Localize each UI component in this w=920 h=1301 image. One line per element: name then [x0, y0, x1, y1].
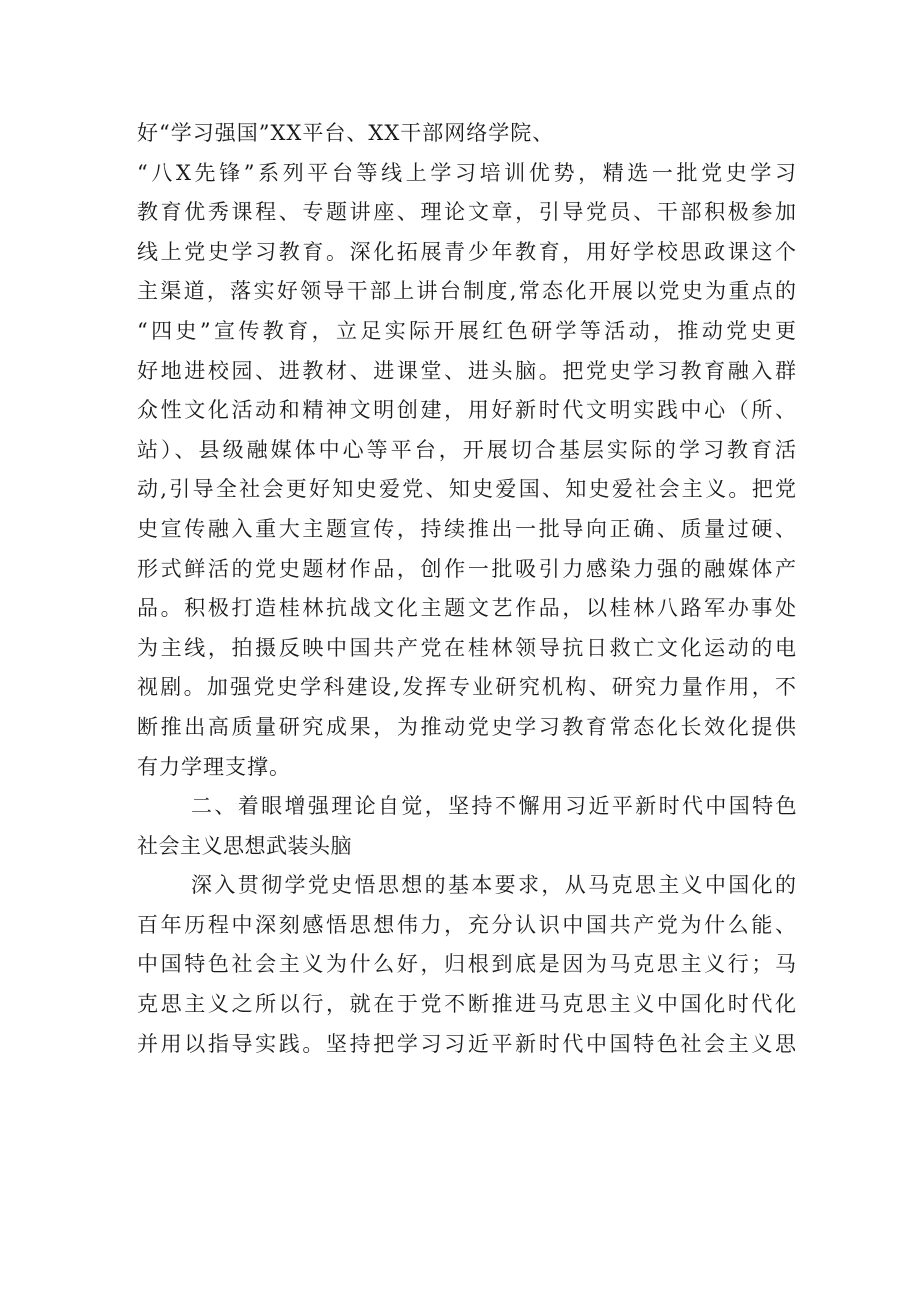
- text-line: 有力学理支撑。: [137, 754, 291, 779]
- text-line: 品。积极打造桂林抗战文化主题文艺作品，以桂林八路军办事处: [137, 596, 797, 621]
- text-line: 好“学习强国”XX平台、XX干部网络学院、: [137, 121, 555, 145]
- document-body: [137, 114, 797, 1064]
- text-line: 站）、县级融媒体中心等平台，开展切合基层实际的学习教育活: [137, 437, 797, 462]
- text-line: 好地进校园、进教材、进课堂、进头脑。把党史学习教育融入群: [137, 358, 797, 383]
- paragraph-1: [137, 114, 797, 787]
- paragraph-2: [137, 866, 797, 1064]
- text-line: 百年历程中深刻感悟思想伟力，充分认识中国共产党为什么能、: [137, 912, 797, 937]
- text-line: 史宣传融入重大主题宣传，持续推出一批导向正确、质量过硬、: [137, 516, 797, 541]
- text-line: “四史”宣传教育，立足实际开展红色研学等活动，推动党史更: [137, 318, 797, 343]
- text-line: 主渠道，落实好领导干部上讲台制度,常态化开展以党史为重点的: [137, 279, 797, 304]
- text-line: 断推出高质量研究成果，为推动党史学习教育常态化长效化提供: [137, 714, 797, 739]
- text-line: 教育优秀课程、专题讲座、理论文章，引导党员、干部积极参加: [137, 200, 797, 225]
- text-line: 动,引导全社会更好知史爱党、知史爱国、知史爱社会主义。把党: [137, 477, 797, 502]
- text-line: 众性文化活动和精神文明创建，用好新时代文明实践中心（所、: [137, 398, 797, 423]
- text-line: “八X先锋”系列平台等线上学习培训优势，精选一批党史学习: [137, 160, 797, 185]
- text-line: 深入贯彻学党史悟思想的基本要求，从马克思主义中国化的: [191, 873, 797, 898]
- section-heading: [137, 787, 797, 866]
- text-line: 中国特色社会主义为什么好，归根到底是因为马克思主义行；马: [137, 952, 797, 977]
- text-line: 并用以指导实践。坚持把学习习近平新时代中国特色社会主义思: [137, 1031, 797, 1056]
- heading-line: 二、着眼增强理论自觉，坚持不懈用习近平新时代中国特色: [191, 794, 797, 819]
- text-line: 为主线，拍摄反映中国共产党在桂林领导抗日救亡文化运动的电: [137, 635, 797, 660]
- text-line: 克思主义之所以行，就在于党不断推进马克思主义中国化时代化: [137, 992, 797, 1017]
- text-line: 形式鲜活的党史题材作品，创作一批吸引力感染力强的融媒体产: [137, 556, 797, 581]
- text-line: 线上党史学习教育。深化拓展青少年教育，用好学校思政课这个: [137, 239, 797, 264]
- text-line: 视剧。加强党史学科建设,发挥专业研究机构、研究力量作用，不: [137, 675, 797, 700]
- heading-line: 社会主义思想武装头脑: [137, 833, 352, 858]
